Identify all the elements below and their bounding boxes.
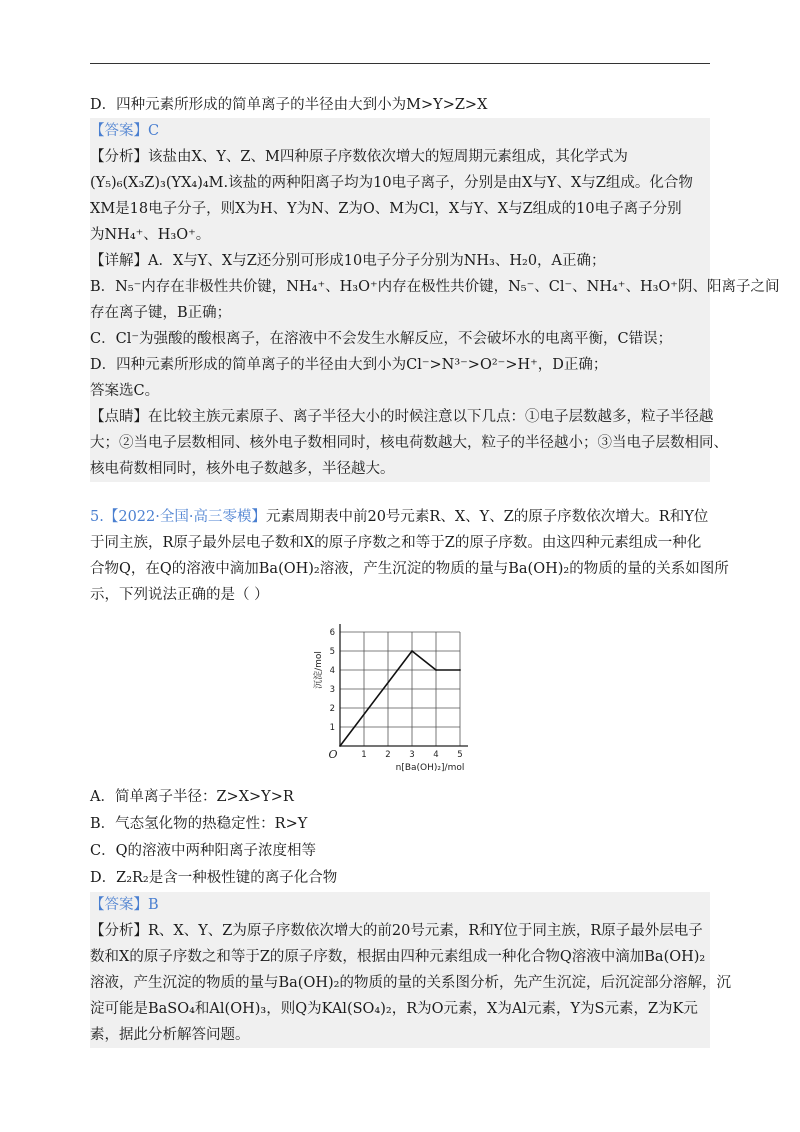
question-stem: 元素周期表中前20号元素R、X、Y、Z的原子序数依次增大。R和Y位 [265, 509, 709, 525]
prev-analysis-line: (Y₅)₆(X₃Z)₃(YX₄)₄M.该盐的两种阳离子均为10电子离子，分别是由X与Y、X与Z组成。化合物 [90, 175, 693, 191]
chart-grid [340, 632, 460, 746]
question-stem-line: 合物Q，在Q的溶液中滴加Ba(OH)₂溶液，产生沉淀的物质的量与Ba(OH)₂的物质的量的关系如图所 [90, 561, 729, 577]
answer-value: B [148, 897, 159, 913]
question-stem-line: 于同主族，R原子最外层电子数和X的原子序数之和等于Z的原子序数。由这四种元素组成一种化 [90, 535, 702, 551]
option-c: C．Q的溶液中两种阳离子浓度相等 [90, 843, 316, 859]
prev-detail-line: 【详解】A．X与Y、X与Z还分别可形成10电子分子分别为NH₃、H₂0，A正确； [90, 253, 606, 269]
chart-ticks [330, 628, 463, 760]
question-source-link[interactable]: 【2022·全国·高三零模】 [103, 509, 266, 525]
data-point [339, 745, 341, 747]
answer-tag: 【答案】 [90, 897, 148, 913]
q5-analysis-line: 溶液，产生沉淀的物质的量与Ba(OH)₂的物质的量的关系图分析，先产生沉淀，后沉淀部分溶解，沉 [90, 975, 731, 991]
question-number: 5. [90, 509, 104, 525]
y-tick-label: 1 [329, 723, 335, 733]
y-tick-label: 6 [329, 628, 335, 638]
q5-analysis-line: 数和X的原子序数之和等于Z的原子序数，根据由四种元素组成一种化合物Q溶液中滴加Ba(OH)₂ [90, 949, 706, 965]
option-b: B．气态氢化物的热稳定性：R>Y [90, 816, 308, 832]
prev-solution-block [90, 118, 780, 482]
q5-solution-block [90, 892, 731, 1048]
prev-analysis-line: 【分析】该盐由X、Y、Z、M四种原子序数依次增大的短周期元素组成，其化学式为 [90, 149, 628, 165]
page-content [90, 92, 780, 1048]
option-a: A．简单离子半径：Z>X>Y>R [90, 789, 294, 805]
prev-tip-line: 大；②当电子层数相同、核外电子数相同时，核电荷数越大，粒子的半径越小；③当电子层数相同、 [90, 435, 728, 451]
chart-axes [340, 624, 468, 746]
x-tick-label: 1 [361, 750, 367, 760]
prev-detail-line: D．四种元素所形成的简单离子的半径由大到小为Cl⁻>N³⁻>O²⁻>H⁺，D正确； [90, 357, 608, 373]
prev-analysis-line: 为NH₄⁺、H₃O⁺。 [90, 227, 211, 243]
x-tick-label: 3 [409, 750, 415, 760]
y-tick-label: 4 [329, 666, 335, 676]
x-tick-label: 4 [433, 750, 439, 760]
data-point [459, 669, 461, 671]
prev-detail-line: B．N₅⁻内存在非极性共价键，NH₄⁺、H₃O⁺内存在极性共价键，N₅⁻、Cl⁻、NH₄⁺、H₃O⁺阴、阳离子之间 [90, 279, 780, 295]
y-tick-label: 5 [329, 647, 335, 657]
answer-tag: 【答案】 [90, 123, 148, 139]
prev-tip-line: 【点睛】在比较主族元素原子、离子半径大小的时候注意以下几点：①电子层数越多，粒子半径越 [90, 409, 714, 425]
prev-detail-line: 存在离子键，B正确； [90, 305, 232, 321]
precipitate-curve [340, 651, 460, 746]
data-point [411, 650, 413, 652]
question-stem-line: 示，下列说法正确的是（ ） [90, 587, 269, 603]
q5-analysis-line: 素，据此分析解答问题。 [90, 1027, 250, 1043]
question-5-first-line [90, 504, 710, 530]
prev-analysis-line: XM是18电子分子，则X为H、Y为N、Z为O、M为Cl，X与Y、X与Z组成的10电子离子分别 [90, 201, 682, 217]
prev-tip-line: 核电荷数相同时，核外电子数越多，半径越大。 [90, 461, 395, 477]
q5-analysis-line: 淀可能是BaSO₄和Al(OH)₃，则Q为KAl(SO₄)₂，R为O元素，X为Al元素，Y为S元素，Z为K元 [90, 1001, 698, 1017]
y-tick-label: 2 [329, 704, 335, 714]
chart-svg [312, 612, 482, 780]
option-d: D．Z₂R₂是含一种极性键的离子化合物 [90, 870, 338, 886]
q5-answer-line [90, 892, 710, 918]
q5-analysis-line: 【分析】R、X、Y、Z为原子序数依次增大的前20号元素，R和Y位于同主族，R原子最外层电子 [90, 923, 703, 939]
prev-detail-line: C．Cl⁻为强酸的酸根离子，在溶液中不会发生水解反应，不会破坏水的电离平衡，C错误； [90, 331, 673, 347]
origin-label: O [328, 748, 338, 761]
x-axis-label: n[Ba(OH)₂]/mol [395, 763, 465, 773]
prev-option-d: D．四种元素所形成的简单离子的半径由大到小为M>Y>Z>X [90, 97, 488, 113]
precipitate-chart [90, 608, 710, 784]
y-tick-label: 3 [329, 685, 335, 695]
x-tick-label: 5 [457, 750, 463, 760]
data-point [435, 669, 437, 671]
prev-detail-line: 答案选C。 [90, 383, 160, 399]
x-tick-label: 2 [385, 750, 391, 760]
header-rule [90, 63, 710, 64]
chart-series [339, 650, 461, 747]
y-axis-label: 沉淀/mol [314, 651, 324, 689]
answer-value: C [148, 123, 160, 139]
prev-answer-line [90, 118, 710, 144]
